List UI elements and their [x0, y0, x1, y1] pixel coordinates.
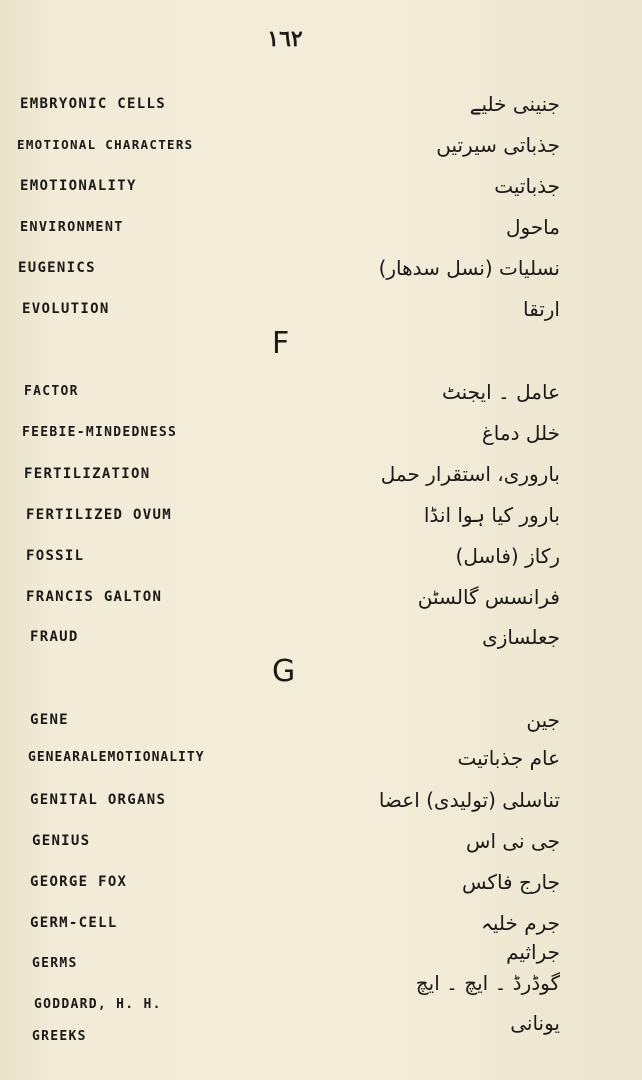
urdu-term: ارتقا: [523, 297, 560, 321]
entry-row: [0, 256, 642, 286]
entry-row: [0, 544, 642, 574]
entry-row: [0, 297, 642, 327]
urdu-term: یونانی: [510, 1011, 560, 1035]
urdu-term: جین: [526, 708, 560, 732]
english-term: GEORGE FOX: [30, 874, 128, 890]
urdu-term: عام جذباتیت: [457, 746, 560, 770]
entry-row: [0, 585, 642, 615]
urdu-term: جارج فاکس: [461, 870, 560, 894]
english-term: GODDARD, H. H.: [34, 997, 162, 1012]
english-term: EMBRYONIC CELLS: [20, 96, 166, 112]
english-term: GENE: [30, 712, 69, 728]
section-letter: F: [272, 326, 290, 361]
entry-row: [0, 133, 642, 163]
entry-row: [0, 421, 642, 451]
entry-row: [0, 746, 642, 776]
entry-row: [0, 625, 642, 655]
urdu-term: عامل ۔ ایجنٹ: [441, 380, 560, 404]
english-term: GENIUS: [32, 833, 91, 849]
english-term: GENITAL ORGANS: [30, 792, 167, 808]
urdu-term: جراثیم: [506, 940, 560, 964]
entry-row: [0, 829, 642, 859]
english-term: GENEARALEMOTIONALITY: [28, 750, 205, 765]
entry-row: [0, 174, 642, 204]
urdu-term: تناسلی (تولیدی) اعضا: [378, 788, 560, 812]
entry-row: [0, 788, 642, 818]
english-term: EMOTIONAL CHARACTERS: [17, 137, 194, 152]
english-term: EMOTIONALITY: [20, 178, 137, 194]
english-term: FACTOR: [24, 384, 79, 399]
urdu-term: گوڈرڈ ۔ ایچ ۔ ایچ: [415, 971, 560, 995]
entry-row: [0, 708, 642, 738]
english-term: ENVIRONMENT: [20, 219, 124, 235]
english-term: FOSSIL: [26, 548, 85, 564]
urdu-term: جرم خلیہ: [481, 911, 560, 935]
english-term: GERM-CELL: [30, 915, 118, 931]
entry-row: [0, 380, 642, 410]
urdu-term: باروری، استقرار حمل: [380, 462, 560, 486]
entry-row: [0, 503, 642, 533]
english-term: EVOLUTION: [22, 301, 110, 317]
entry-row: [0, 870, 642, 900]
urdu-term: جذباتیت: [494, 174, 560, 198]
english-term: GREEKS: [32, 1029, 87, 1044]
page-number: ١٦٢: [267, 26, 303, 52]
entry-row: [0, 911, 642, 941]
urdu-term: جی نی اس: [466, 829, 560, 853]
urdu-term: جعلسازی: [482, 625, 560, 649]
urdu-term: فرانسس گالسٹن: [417, 585, 560, 609]
urdu-term: رکاز (فاسل): [455, 544, 560, 568]
entry-row: [0, 1011, 642, 1055]
english-term: GERMS: [32, 956, 78, 971]
entry-row: [0, 92, 642, 122]
section-letter: G: [272, 654, 296, 689]
urdu-term: ماحول: [505, 215, 560, 239]
english-term: FRAUD: [30, 629, 79, 645]
english-term: FERTILIZATION: [24, 466, 151, 482]
urdu-term: جذباتی سیرتیں: [436, 133, 560, 157]
urdu-term: بارور کیا ہوا انڈا: [423, 503, 560, 527]
entry-row: [0, 215, 642, 245]
english-term: EUGENICS: [18, 260, 96, 276]
entry-row: [0, 462, 642, 492]
urdu-term: نسلیات (نسل سدھار): [378, 256, 560, 280]
english-term: FRANCIS GALTON: [26, 589, 163, 605]
urdu-term: جنینی خلیے: [469, 92, 560, 116]
english-term: FERTILIZED OVUM: [26, 507, 172, 523]
english-term: FEEBIE-MINDEDNESS: [22, 425, 178, 440]
urdu-term: خلل دماغ: [481, 421, 560, 445]
